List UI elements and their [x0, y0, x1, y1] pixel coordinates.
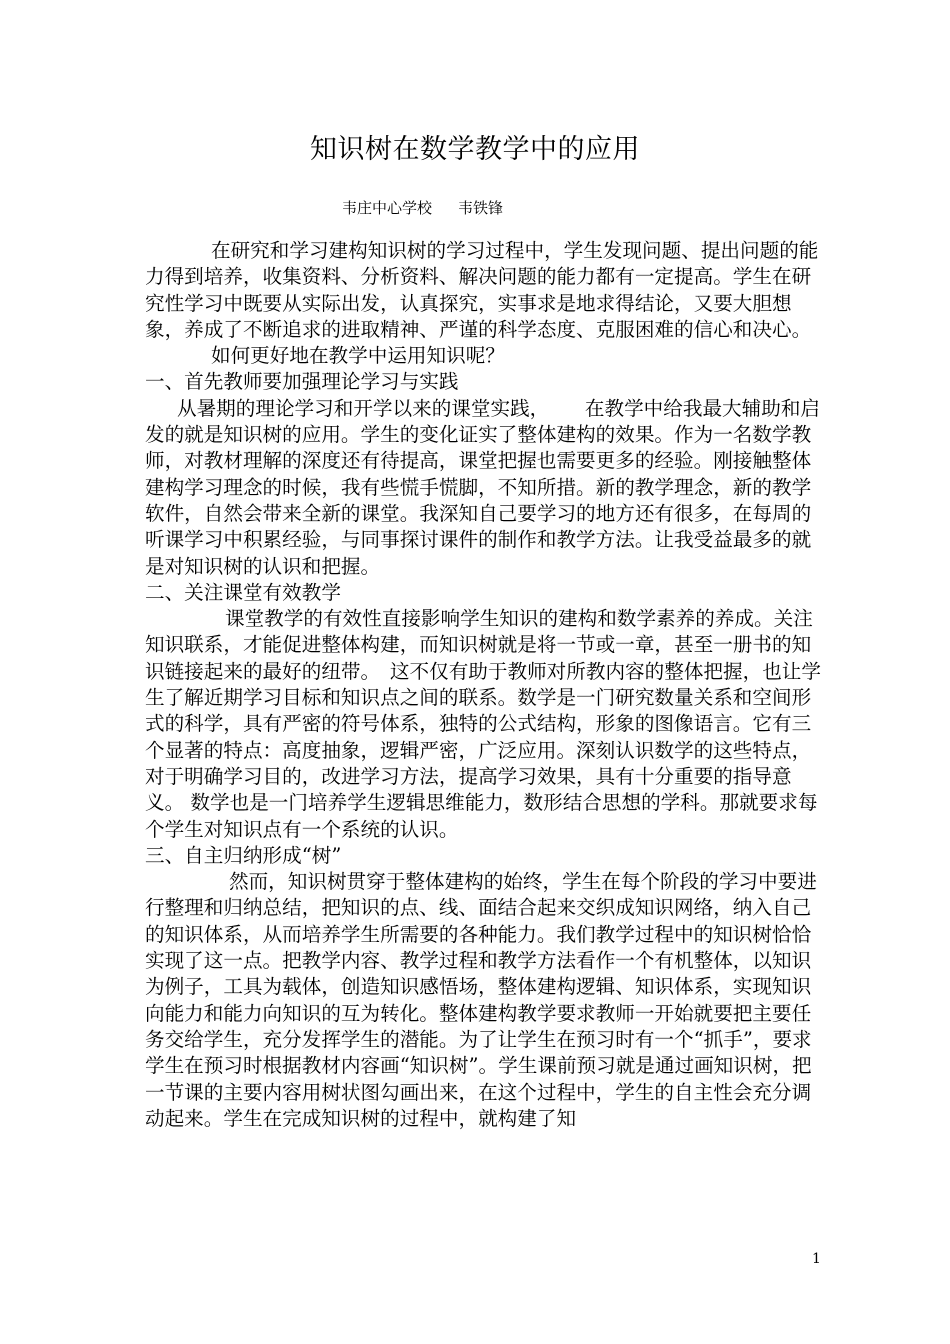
- section-1-heading: 一、首先教师要加强理论学习与实践: [145, 370, 459, 394]
- byline-school: 韦庄中心学校: [342, 199, 433, 217]
- question-paragraph: 如何更好地在教学中运用知识呢？: [211, 344, 505, 368]
- byline-author: 韦铁锋: [458, 199, 504, 217]
- section-3-paragraph: 然而，知识树贯穿于整体建构的始终，学生在每个阶段的学习中要进行整理和归纳总结，把知识的点、线、面结合起来交织成知识网络，纳入自己的知识体系，从而培养学生所需要的各种能力。我们教学过程中的知识树恰恰实现了这一点。把教学内容、教学过程和教学方法看作一个有机整体，以知识为例子，工具为载体，创造知识感悟场，整体建构逻辑、知识体系，实现知识向能力和能力向知识的互为转化。整体建构教学要求教师一开始就要把主要任务交给学生，充分发挥学生的潜能。为了让学生在预习时有一个“抓手”，要求学生在预习时根据教材内容画“知识树”。学生课前预习就是通过画知识树，把一节课的主要内容用树状图勾画出来，在这个过程中，学生的自主性会充分调动起来。学生在完成知识树的过程中，就构建了知: [145, 870, 817, 1130]
- page-title: 知识树在数学教学中的应用: [310, 134, 640, 165]
- section-3-heading: 三、自主归纳形成“树”: [145, 843, 342, 867]
- document-body: [145, 238, 825, 1132]
- page-number: 1: [812, 1251, 821, 1267]
- section-2-heading: 二、关注课堂有效教学: [145, 580, 341, 604]
- section-2-paragraph: 课堂教学的有效性直接影响学生知识的建构和数学素养的养成。关注知识联系，才能促进整体构建，而知识树就是将一节或一章，甚至一册书的知识链接起来的最好的纽带。 这不仅有助于教师对所教内容的整体把握，也让学生了解近期学习目标和知识点之间的联系。数学是一门研究数量关系和空间形式的科学，具有严密的符号体系，独特的公式结构，形象的图像语言。它有三个显著的特点：高度抽象，逻辑严密，广泛应用。深刻认识数学的这些特点，对于明确学习目的，改进学习方法，提高学习效果，具有十分重要的指导意义。 数学也是一门培养学生逻辑思维能力，数形结合思想的学科。那就要求每个学生对知识点有一个系统的认识。: [145, 607, 821, 841]
- byline: [342, 198, 503, 218]
- section-1-paragraph: 从暑期的理论学习和开学以来的课堂实践， 在教学中给我最大辅助和启发的就是知识树的应用。学生的变化证实了整体建构的效果。作为一名数学教师，对教材理解的深度还有待提高，课堂把握也需要更多的经验。刚接触整体建构学习理念的时候，我有些慌手慌脚，不知所措。新的教学理念，新的教学软件，自然会带来全新的课堂。我深知自己要学习的地方还有很多，在每周的听课学习中积累经验，与同事探讨课件的制作和教学方法。让我受益最多的就是对知识树的认识和把握。: [145, 396, 821, 578]
- intro-paragraph: 在研究和学习建构知识树的学习过程中，学生发现问题、提出问题的能力得到培养，收集资料、分析资料、解决问题的能力都有一定提高。学生在研究性学习中既要从实际出发，认真探究，实事求是地求得结论，又要大胆想象，养成了不断追求的进取精神、严谨的科学态度、克服困难的信心和决心。: [145, 239, 819, 341]
